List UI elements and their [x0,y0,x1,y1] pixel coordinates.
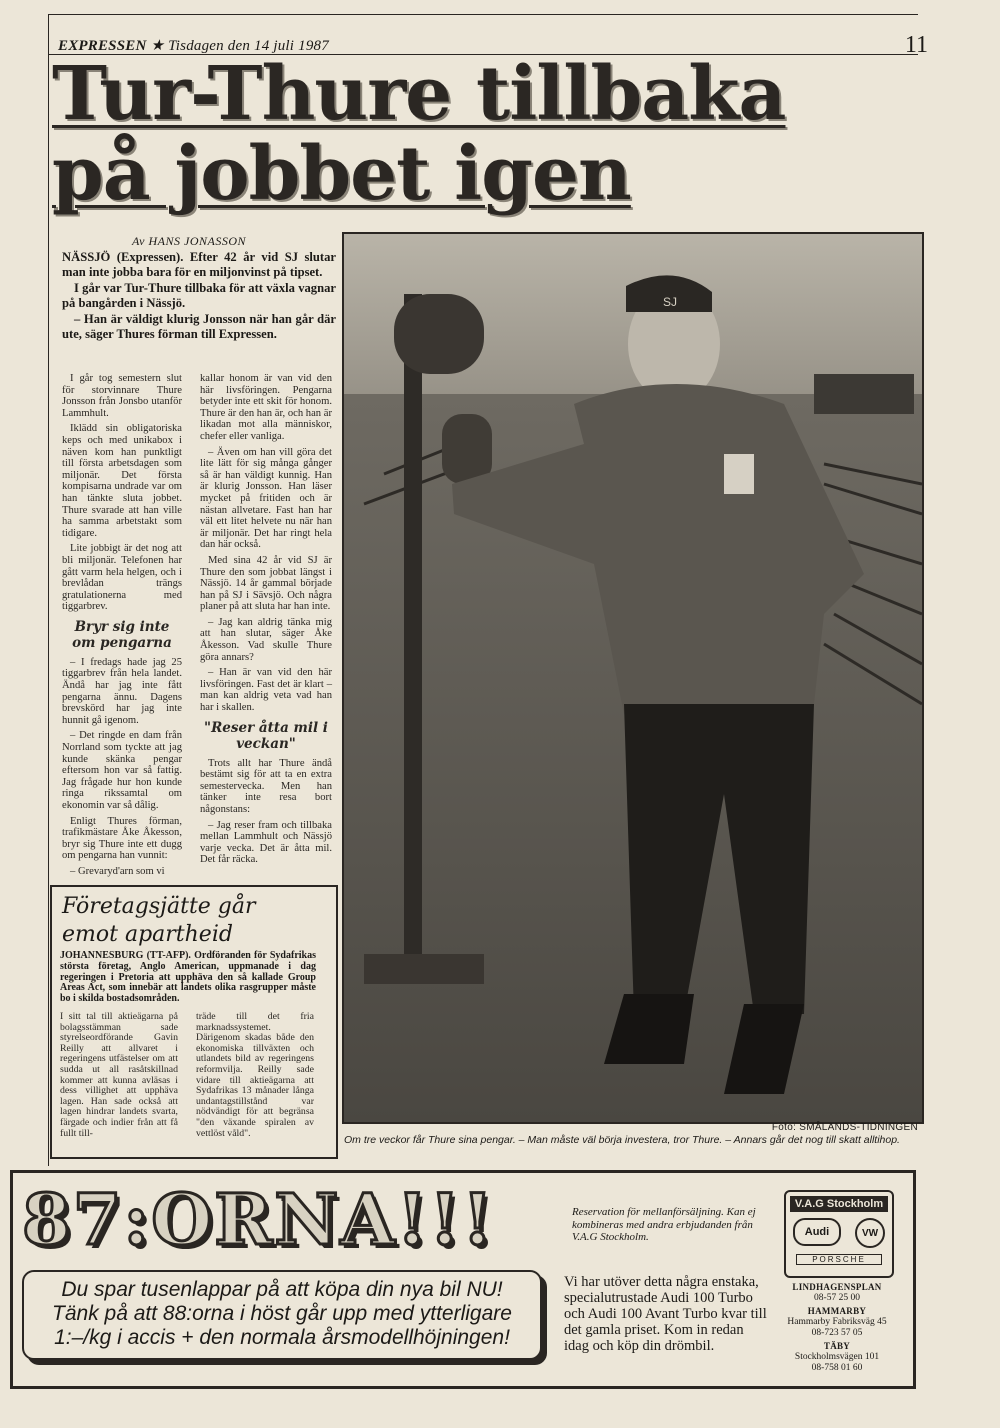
dealer-logo-block [784,1190,894,1278]
dealer-addresses [774,1282,900,1374]
column-paragraph: Trots allt har Thure ändå bestämt sig för att ta en extra semestervecka. Men han tänker inte resa bort någonstans: [200,757,332,815]
masthead-date: Tisdagen den 14 juli 1987 [168,38,329,54]
article-column-2 [200,373,332,870]
photo-credit: Foto: SMÅLANDS-TIDNINGEN [771,1122,918,1133]
ad-slogan-line: Du spar tusenlappar på att köpa din nya bil NU! [61,1278,503,1301]
ad-slogan [22,1270,542,1360]
byline: Av HANS JONASSON [132,234,246,248]
photo-thure-at-signal [342,232,924,1124]
column-paragraph: kallar honom är van vid den här livsföringen. Pengarna betyder inte ett skit för honom. Thure är den han är, och han är likadan mot alla människor, chefer eller vanliga. [200,373,332,442]
column-paragraph: Med sina 42 år vid SJ är Thure den som jobbat längst i Nässjö. 14 år gammal började han på SJ i Sävsjö. Och några planer på att sluta har han inte. [200,554,332,613]
subheading-money: Bryr sig inte om pengarna [72,618,172,651]
audi-logo-icon [793,1218,841,1246]
ad-reservation: Reservation för mellanförsäljning. Kan ej kombineras med andra erbjudanden från V.A.G Stockholm. [572,1206,756,1243]
address-block [774,1282,900,1304]
box-column-1: I sitt tal till aktieägarna på bolagsstämman sade styrelseordförande Gavin Reilly att allvaret i regeringens utfästelser om att sudda ut all rasåtskillnad kommer att kunna avläsas i dess villighet att upphäva lagen. Han sade också att lagen hindrar landets svarta, färgade och indier från att få fullt till- [60,1011,178,1139]
vw-label: VW [861,1227,879,1239]
column-paragraph: Enligt Thures förman, trafikmästare Åke Åkesson, bryr sig Thure inte ett dugg om pengarna han vunnit: [62,815,182,862]
address-line: 08-57 25 00 [814,1293,860,1303]
ad-headline: 87:ORNA!!! [22,1178,495,1261]
top-rule [48,14,918,15]
address-block [774,1341,900,1374]
box-column-2: träde till det fria marknadssystemet. Därigenom skadas både den ekonomiska tillväxten och utlandets bild av regeringens reformvilja. Reilly sade vidare till aktieägarna att Sydafrikas 13 månader långa undantagstillstånd var nödvändigt för att begränsa "den växande spiralen av vettlöst våld". [196,1011,314,1139]
address-block [774,1306,900,1339]
address-line: Stockholmsvägen 101 [794,1352,880,1362]
ad-slogan-line: 1:–/kg i accis + den normala årsmodellhöjningen! [54,1326,510,1349]
column-paragraph: – Jag kan aldrig tänka mig att han slutar, säger Åke Åkesson. Vad skulle Thure göra annars? [200,616,332,663]
porsche-label: PORSCHE [796,1254,882,1265]
lead-paragraph: NÄSSJÖ (Expressen). Efter 42 år vid SJ slutar man inte jobba bara för en miljonvinst på tipset. [62,250,336,280]
left-border [48,14,49,1166]
audi-label: Audi [804,1226,830,1238]
address-line: 08-723 57 05 [811,1328,863,1338]
cap-badge-label: SJ [662,295,678,309]
column-paragraph: I går tog semestern slut för storvinnare Thure Jonsson från Jonsbo utanför Lammhult. [62,373,182,419]
column-paragraph: – Även om han vill göra det lite lätt för sig många gånger så är han väldigt kunnig. Han är klurig Jonsson. Han läser mycket på fritiden och är nästan allvetare. Fast han har väl ett litet helvete nu när han är miljonär. Det har ringt hela dan här också. [200,446,332,551]
column-paragraph: – Grevaryd'arn som vi [70,865,165,877]
column-paragraph: – Jag reser fram och tillbaka mellan Lammhult och Nässjö varje vecka. Det är åtta mil. Det får räcka. [200,819,332,866]
column-paragraph: Lite jobbigt är det nog att bli miljonär. Telefonen har gått varm hela helgen, och i brevlådan trängs gratulationerna med tiggarbrev. [62,543,182,613]
column-paragraph: – Han är van vid den här livsföringen. Fast det är klart – man kan aldrig veta vad han har i skallen. [200,667,332,714]
headline-line-1: Tur-Thure tillbaka [52,51,786,137]
address-line: Hammarby Fabriksväg 45 [787,1317,887,1327]
lead-paragraph: – Han är väldigt klurig Jonsson när han går där ute, säger Thures förman till Expressen. [62,311,336,342]
headline [52,51,932,217]
lead-paragraph: I går var Tur-Thure tillbaka för att växla vagnar på bangården i Nässjö. [62,280,336,311]
column-paragraph: – Det ringde en dam från Norrland som tyckte att jag kunde skänka pengar eftersom hon var så fattig. Jag frågade hur hon kunde ringa rikssamtal om ekonomin var så dålig. [62,730,182,811]
headline-line-2: på jobbet igen [52,131,631,217]
article-column-1 [62,373,182,882]
box-title-line-2: emot apartheid [62,922,233,947]
dealer-name: V.A.G Stockholm [790,1196,888,1212]
box-title [62,893,256,949]
column-paragraph: Iklädd sin obligatoriska keps och med unikabox i näven kom han punktligt till första arbetsdagen som miljonär. Det första kompisarna undrade var om han tänkte sluta jobbet. Thure svarade att han ville ha samma arbetstakt som tidigare. [62,423,182,539]
ad-body: Vi har utöver detta några enstaka, specialutrustade Audi 100 Turbo och Audi 100 Avant Turbo kvar till det gamla priset. Kom in redan idag och köp din drömbil. [564,1274,767,1354]
box-title-line-1: Företagsjätte går [62,894,256,919]
subheading-travel: "Reser åtta mil i veckan" [204,719,328,752]
column-paragraph: – I fredags hade jag 25 tiggarbrev från hela landet. Ändå har jag inte fått pengarna ännu. Dagens brevskörd har jag inte hunnit gå igenom. [62,656,182,726]
address-name: TÄBY [823,1341,851,1351]
box-lead: JOHANNESBURG (TT-AFP). Ordföranden för Sydafrikas största företag, Anglo American, uppmanade i dag regeringen i Pretoria att upphäva den så kallade Group Areas Act, som innebär att landets olika rasgrupper måste bo i skilda bostadsområden. [60,950,316,1005]
star-icon: ★ [150,38,165,54]
lead-paragraphs [62,250,336,342]
vw-logo-icon [855,1218,885,1248]
masthead-paper: EXPRESSEN [58,38,147,54]
ad-slogan-line: Tänk på att 88:orna i höst går upp med ytterligare [52,1302,512,1325]
photo-illustration [344,234,922,1122]
page-number: 11 [904,32,928,58]
address-name: HAMMARBY [807,1306,867,1316]
address-name: LINDHAGENSPLAN [792,1282,882,1292]
address-line: 08-758 01 60 [811,1363,863,1373]
photo-caption: Om tre veckor får Thure sina pengar. – Man måste väl börja investera, tror Thure. – Annars går det nog till skatt alltihop. [344,1134,900,1146]
